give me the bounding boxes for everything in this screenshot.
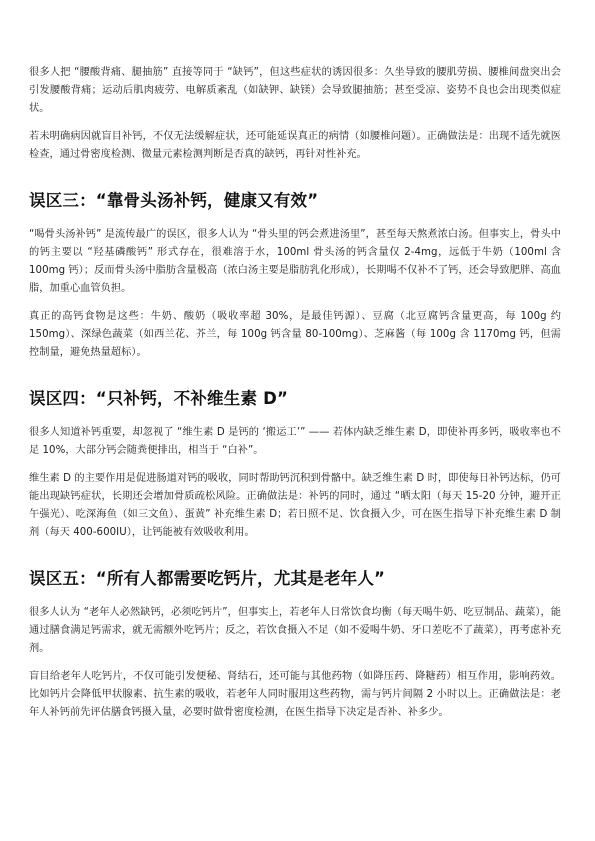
paragraph: 很多人把 “腰酸背痛、腿抽筋” 直接等同于 “缺钙”，但这些症状的诱因很多：久坐导致的腰肌劳损、腰椎间盘突出会引发腰酸背痛；运动后肌肉疲劳、电解质紊乱（如缺钾、缺镁）会导致腿抽筋；甚至受凉、姿势不良也会出现类似症状。 [29,67,561,114]
section-misconception-four [29,388,561,542]
section-heading: 误区三：“靠骨头汤补钙，健康又有效” [29,191,319,210]
section-misconception-three [29,190,561,362]
paragraph: 盲目给老年人吃钙片，不仅可能引发便秘、肾结石，还可能与其他药物（如降压药、降糖药）相互作用，影响药效。比如钙片会降低甲状腺素、抗生素的吸收，若老年人同时服用这些药物，需与钙片间隔 2 小时以上。正确做法是：老年人补钙前先评估膳食钙摄入量，必要时做骨密度检测，在医生指导下决定是否补、补多少。 [29,671,561,718]
section-heading: 误区五：“所有人都需要吃钙片，尤其是老年人” [29,569,386,588]
paragraph: 维生素 D 的主要作用是促进肠道对钙的吸收，同时帮助钙沉积到骨骼中。缺乏维生素 D 时，即使每日补钙达标，仍可能出现缺钙症状，长期还会增加骨质疏松风险。正确做法是：补钙的同时，通过 “晒太阳（每天 15-20 分钟，避开正午强光）、吃深海鱼（如三文鱼）、蛋黄” 补充维生素 D；若日照不足、饮食摄入少，可在医生指导下补充维生素 D 制剂（每天 400-600IU），让钙能被有效吸收利用。 [29,473,561,538]
paragraph: 很多人知道补钙重要，却忽视了 “维生素 D 是钙的 ‘搬运工’” —— 若体内缺乏维生素 D，即使补再多钙，吸收率也不足 10%，大部分钙会随粪便排出，相当于 “白补”。 [29,427,561,456]
section-heading: 误区四：“只补钙，不补维生素 D” [29,389,289,408]
section-misconception-five [29,568,561,722]
section-misconception-symptoms [29,64,561,164]
paragraph: “喝骨头汤补钙” 是流传最广的误区，很多人认为 “骨头里的钙会煮进汤里”，甚至每天熬煮浓白汤。但事实上，骨头中的钙主要以 “羟基磷酸钙” 形式存在，很难溶于水，100ml 骨头汤的钙含量仅 2-4mg，远低于牛奶（100ml 含 100mg 钙）；反而骨头汤中脂肪含量极高（浓白汤主要是脂肪乳化形成），长期喝不仅补不了钙，还会导致肥胖、高血脂，加重心血管负担。 [29,229,561,294]
paragraph: 很多人认为 “老年人必然缺钙，必须吃钙片”，但事实上，若老年人日常饮食均衡（每天喝牛奶、吃豆制品、蔬菜），能通过膳食满足钙需求，就无需额外吃钙片；反之，若饮食摄入不足（如不爱喝牛奶、牙口差吃不了蔬菜），再考虑补充剂。 [29,607,561,654]
paragraph: 真正的高钙食物是这些：牛奶、酸奶（吸收率超 30%，是最佳钙源）、豆腐（北豆腐钙含量更高，每 100g 约 150mg）、深绿色蔬菜（如西兰花、芥兰，每 100g 钙含量 80-100mg）、芝麻酱（每 100g 含 1170mg 钙，但需控制量，避免热量超标）。 [29,311,561,358]
paragraph: 若未明确病因就盲目补钙，不仅无法缓解症状，还可能延误真正的病情（如腰椎问题）。正确做法是：出现不适先就医检查，通过骨密度检测、微量元素检测判断是否真的缺钙，再针对性补充。 [29,131,561,160]
